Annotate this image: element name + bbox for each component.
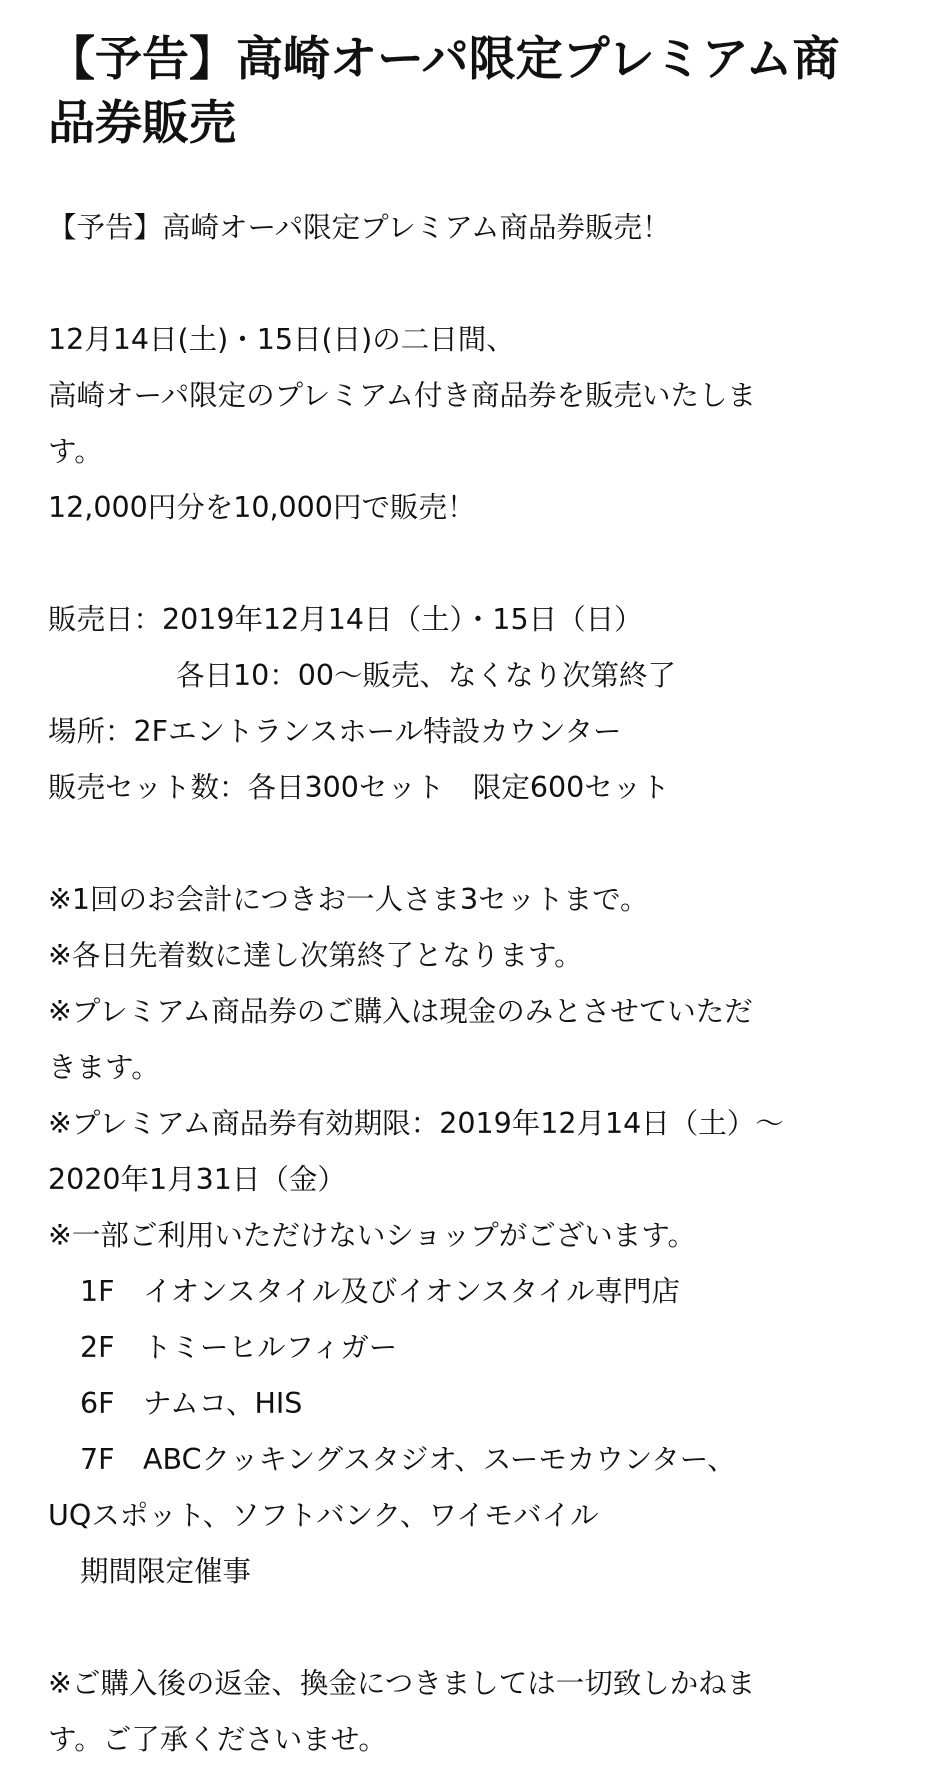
sale-place: 場所：2Fエントランスホール特設カウンター <box>48 715 622 748</box>
spacer <box>48 536 886 592</box>
intro-line-2: 高崎オーパ限定のプレミアム付き商品券を販売いたしま <box>48 379 756 412</box>
refund-note-line-2: す。ご了承くださいませ。 <box>48 1723 387 1756</box>
excluded-shop-6f: 6F ナムコ、HIS <box>80 1387 303 1420</box>
article-title <box>48 28 886 156</box>
excluded-shop-7f-continued: UQスポット、ソフトバンク、ワイモバイル <box>48 1499 599 1532</box>
note-line-3: ※プレミアム商品券のご購入は現金のみとさせていただ <box>48 995 753 1028</box>
note-line-5: ※プレミアム商品券有効期限：2019年12月14日（土）～ <box>48 1107 784 1140</box>
intro-line-3: す。 <box>48 435 103 468</box>
lead-text: 【予告】高崎オーパ限定プレミアム商品券販売！ <box>48 211 671 244</box>
excluded-shop-1f: 1F イオンスタイル及びイオンスタイル専門店 <box>80 1275 680 1308</box>
sale-date: 販売日：2019年12月14日（土）・15日（日） <box>48 603 643 636</box>
note-line-2: ※各日先着数に達し次第終了となります。 <box>48 939 583 972</box>
note-line-1: ※1回のお会計につきお一人さま3セットまで。 <box>48 883 649 916</box>
sale-time: 各日10：00～販売、なくなり次第終了 <box>176 659 677 692</box>
spacer <box>48 256 886 312</box>
refund-note-line-1: ※ご購入後の返金、換金につきましては一切致しかねま <box>48 1667 756 1700</box>
excluded-shop-7f: 7F ABCクッキングスタジオ、スーモカウンター、 <box>80 1443 736 1476</box>
excluded-shop-2f: 2F トミーヒルフィガー <box>80 1331 398 1364</box>
article-body <box>48 200 886 1768</box>
spacer <box>48 1600 886 1656</box>
spacer <box>48 816 886 872</box>
intro-line-4: 12,000円分を10,000円で販売！ <box>48 491 476 524</box>
intro-line-1: 12月14日(土)・15日(日)の二日間、 <box>48 323 515 356</box>
note-line-7: ※一部ご利用いただけないショップがございます。 <box>48 1219 697 1252</box>
note-line-6: 2020年1月31日（金） <box>48 1163 346 1196</box>
title-line-1: 【予告】高崎オーパ限定プレミアム商 <box>48 32 840 87</box>
note-line-4: きます。 <box>48 1051 160 1084</box>
sale-sets: 販売セット数：各日300セット 限定600セット <box>48 771 670 804</box>
excluded-limited-events: 期間限定催事 <box>80 1555 252 1588</box>
title-line-2: 品券販売 <box>48 96 236 151</box>
